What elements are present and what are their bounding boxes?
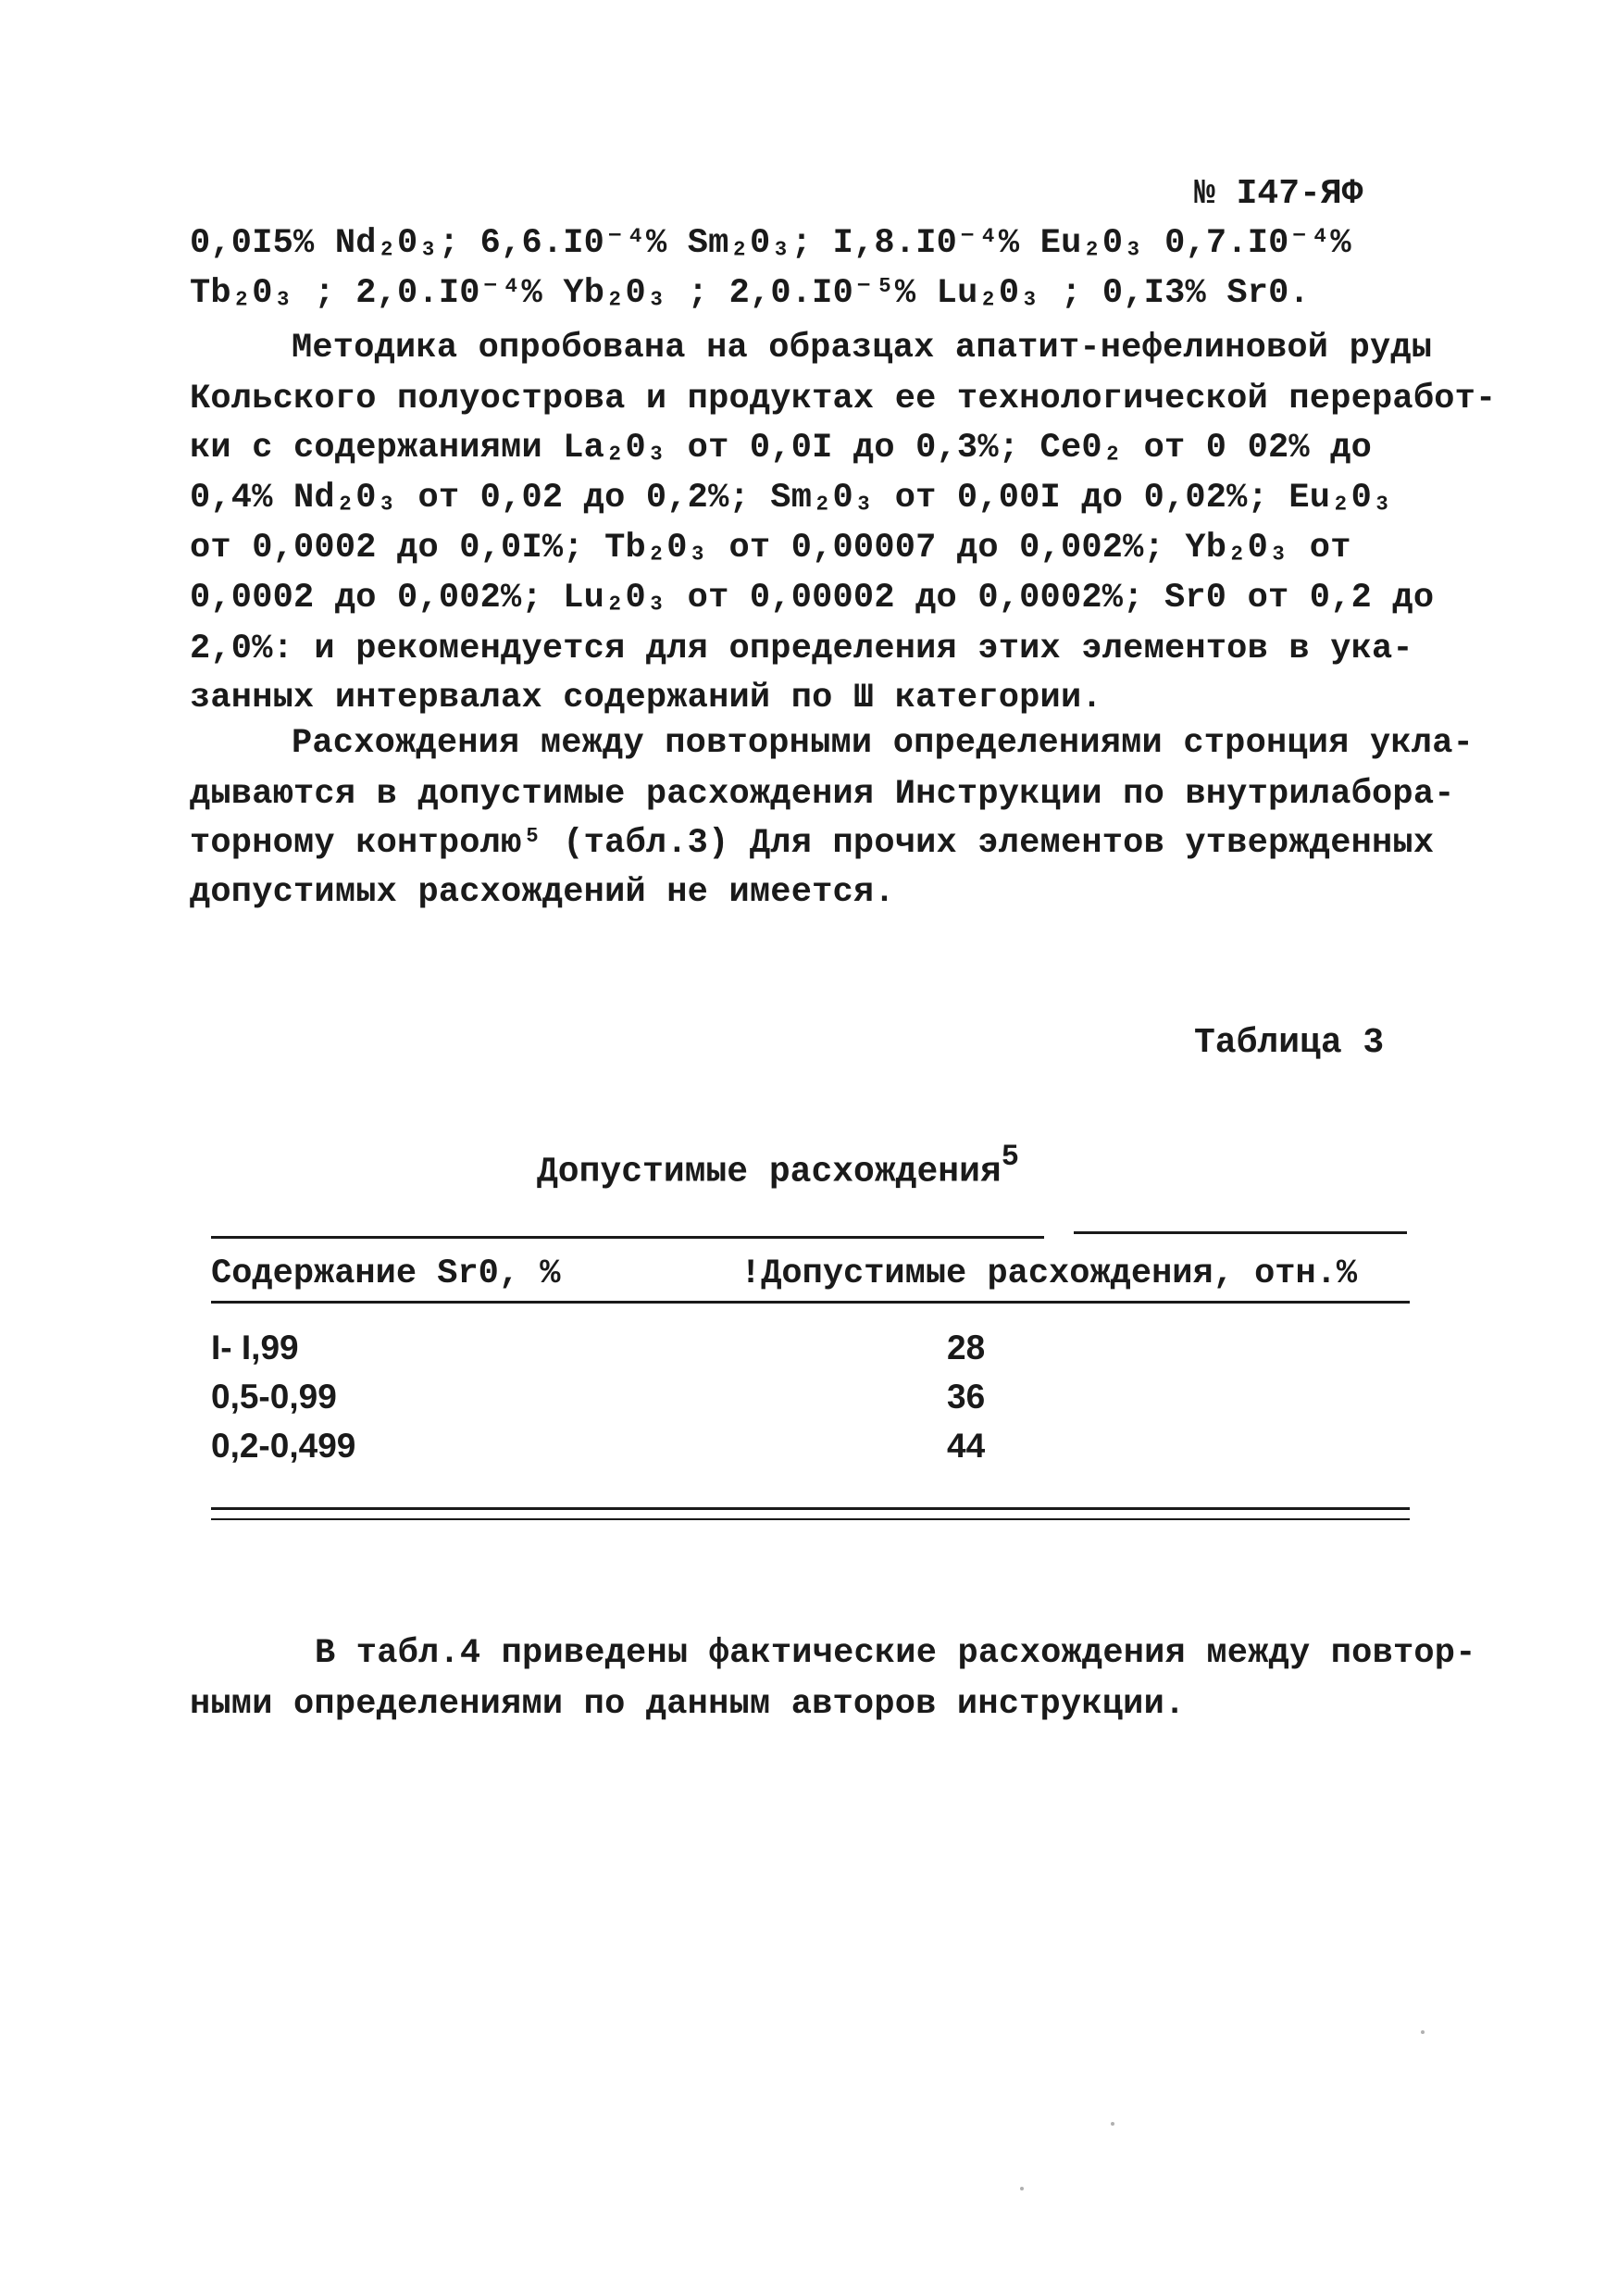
table-cell-content: 0,5-0,99 <box>211 1378 337 1416</box>
text-line: 0,0I5% Nd₂0₃; 6,6.I0⁻⁴% Sm₂0₃; I,8.I0⁻⁴% Eu₂0₃ 0,7.I0⁻⁴% <box>190 224 1351 263</box>
document-number: № I47-ЯФ <box>1194 174 1363 214</box>
table-cell-discrepancy: 36 <box>947 1378 986 1416</box>
table-top-rule <box>1074 1231 1407 1234</box>
scan-speck <box>1020 2187 1024 2190</box>
text-line: Кольского полуострова и продуктах ее технологической переработ- <box>190 380 1497 418</box>
table-top-rule <box>211 1236 1044 1239</box>
table-header-rule <box>211 1301 1410 1304</box>
table-cell-content: I- I,99 <box>211 1329 299 1366</box>
text-line: 2,0%: и рекомендуется для определения этих элементов в ука- <box>190 630 1413 668</box>
table-header-content: Содержание Sr0, % <box>211 1254 561 1293</box>
text-line: Tb₂0₃ ; 2,0.I0⁻⁴% Yb₂0₃ ; 2,0.I0⁻⁵% Lu₂0₃ ; 0,I3% Sr0. <box>190 274 1310 313</box>
table-header-discrepancy: !Допустимые расхождения, отн.% <box>741 1254 1358 1293</box>
text-line: В табл.4 приведены фактические расхождения между повтор- <box>315 1634 1476 1673</box>
text-line: торному контролю⁵ (табл.3) Для прочих элементов утвержденных <box>190 824 1435 863</box>
text-line: 0,4% Nd₂0₃ от 0,02 до 0,2%; Sm₂0₃ от 0,00I до 0,02%; Eu₂0₃ <box>190 479 1393 518</box>
text-line: Методика опробована на образцах апатит-нефелиновой руды <box>292 329 1433 368</box>
scan-speck <box>1111 2122 1114 2126</box>
text-line: ки с содержаниями La₂0₃ от 0,0I до 0,3%; Ce0₂ от 0 02% до <box>190 429 1373 468</box>
table-bottom-rule <box>211 1507 1410 1510</box>
text-line: Расхождения между повторными определениями стронция укла- <box>292 724 1475 763</box>
text-line: ными определениями по данным авторов инструкции. <box>190 1685 1186 1724</box>
table-title <box>537 1140 1019 1192</box>
text-line: дываются в допустимые расхождения Инструкции по внутрилабора- <box>190 775 1455 814</box>
scan-speck <box>1421 2030 1425 2034</box>
text-line: от 0,0002 до 0,0I%; Tb₂0₃ от 0,00007 до 0,002%; Yb₂0₃ от <box>190 529 1351 568</box>
table-cell-content: 0,2-0,499 <box>211 1427 356 1465</box>
text-line: занных интервалах содержаний по Ш категории. <box>190 679 1102 718</box>
table-caption: Таблица 3 <box>1194 1023 1385 1063</box>
table-title-text: Допустимые расхождения <box>537 1152 1002 1192</box>
text-line: 0,0002 до 0,002%; Lu₂0₃ от 0,00002 до 0,0002%; Sr0 от 0,2 до <box>190 579 1435 618</box>
table-title-footnote: 5 <box>1001 1140 1019 1174</box>
table-cell-discrepancy: 28 <box>947 1329 986 1366</box>
table-cell-discrepancy: 44 <box>947 1427 986 1465</box>
text-line: допустимых расхождений не имеется. <box>190 873 895 912</box>
table-bottom-rule <box>211 1518 1410 1520</box>
